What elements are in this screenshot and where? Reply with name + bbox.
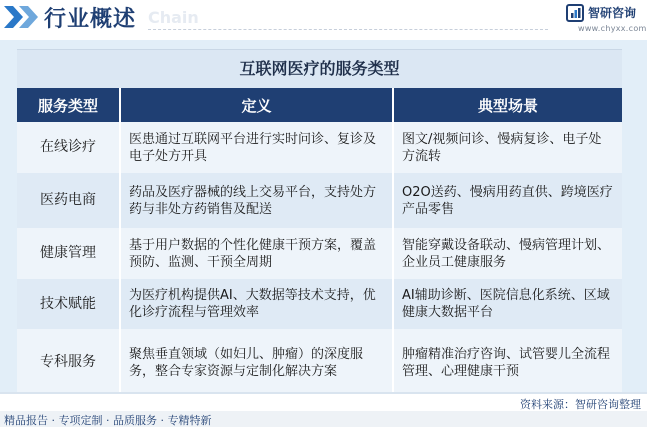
table-title: 互联网医疗的服务类型 — [17, 49, 622, 88]
brand-block — [566, 4, 647, 36]
table-row — [17, 173, 622, 228]
page-header — [0, 0, 647, 40]
column-header-type: 服务类型 — [17, 88, 120, 122]
row-definition: 聚焦垂直领域（如妇儿、肿瘤）的深度服务，整合专家资源与定制化解决方案 — [120, 329, 393, 396]
row-scenarios: 肿瘤精准治疗咨询、试管婴儿全流程管理、心理健康干预 — [393, 329, 622, 396]
watermark-text: Chain — [148, 8, 199, 27]
row-scenarios: O2O送药、慢病用药直供、跨境医疗产品零售 — [393, 173, 622, 228]
service-types-table — [17, 49, 622, 396]
page-footer — [0, 392, 647, 427]
table-row — [17, 228, 622, 279]
slogan-bar — [0, 411, 647, 427]
table-header-row — [17, 88, 622, 122]
row-type: 专科服务 — [17, 329, 120, 396]
table-row — [17, 329, 622, 396]
header-divider — [148, 29, 548, 30]
footer-slogan: 精品报告 · 专项定制 · 品质服务 · 专精特新 — [4, 414, 212, 427]
row-definition: 为医疗机构提供AI、大数据等技术支持，优化诊疗流程与管理效率 — [120, 279, 393, 329]
section-title: 行业概述 — [44, 7, 137, 32]
brand-name: 智研咨询 — [588, 6, 637, 20]
footer-divider — [0, 392, 647, 394]
row-scenarios: 图文/视频问诊、慢病复诊、电子处方流转 — [393, 122, 622, 173]
row-definition: 基于用户数据的个性化健康干预方案，覆盖预防、监测、干预全周期 — [120, 228, 393, 279]
row-type: 医药电商 — [17, 173, 120, 228]
table-row — [17, 122, 622, 173]
row-type: 健康管理 — [17, 228, 120, 279]
row-scenarios: 智能穿戴设备联动、慢病管理计划、企业员工健康服务 — [393, 228, 622, 279]
source-note: 资料来源：智研咨询整理 — [520, 398, 641, 411]
row-type: 技术赋能 — [17, 279, 120, 329]
column-header-definition: 定义 — [120, 88, 393, 122]
chevron-right-icon — [4, 6, 42, 28]
row-scenarios: AI辅助诊断、医院信息化系统、区域健康大数据平台 — [393, 279, 622, 329]
column-header-scenarios: 典型场景 — [393, 88, 622, 122]
brand-url: www.chyxx.com — [578, 24, 647, 33]
row-type: 在线诊疗 — [17, 122, 120, 173]
row-definition: 医患通过互联网平台进行实时问诊、复诊及电子处方开具 — [120, 122, 393, 173]
table-row — [17, 279, 622, 329]
brand-logo-icon — [566, 4, 584, 22]
row-definition: 药品及医疗器械的线上交易平台，支持处方药与非处方药销售及配送 — [120, 173, 393, 228]
